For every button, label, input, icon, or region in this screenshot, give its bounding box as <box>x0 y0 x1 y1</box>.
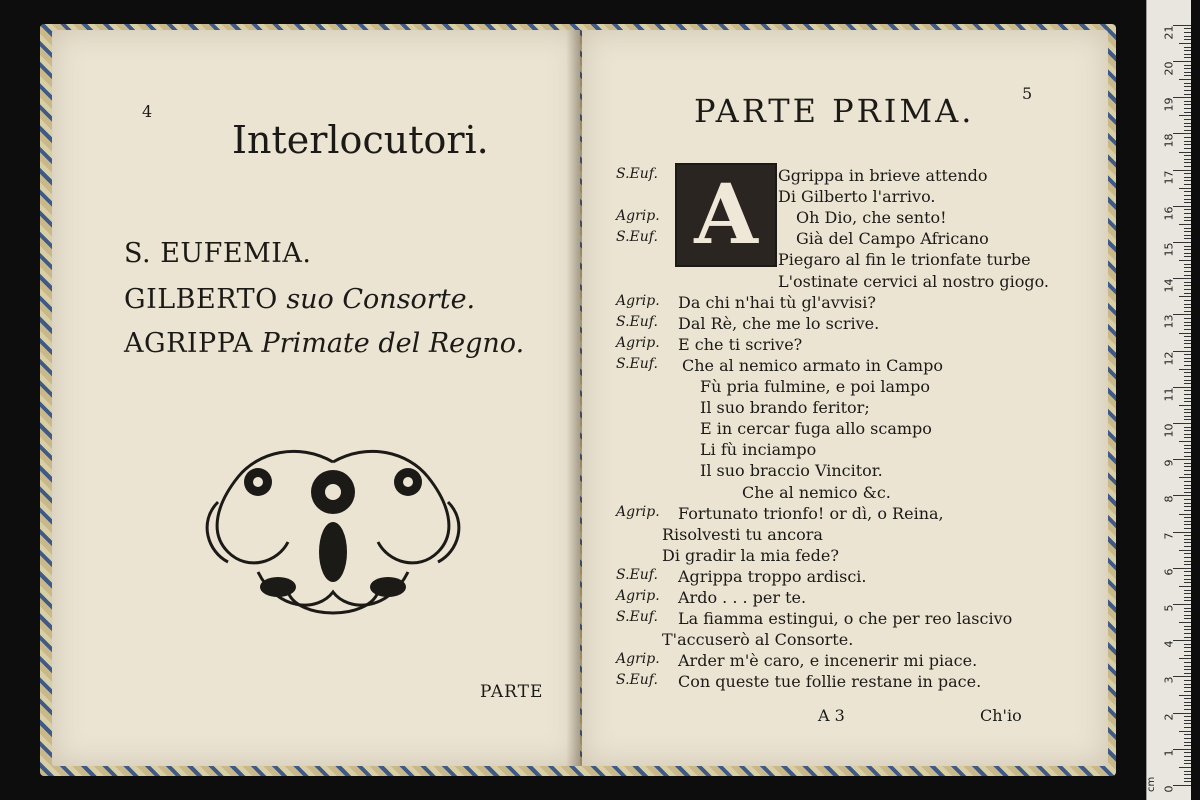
cast-entry <box>124 284 475 315</box>
ruler-tick <box>1184 267 1191 268</box>
speaker-label: Agrip. <box>616 334 660 351</box>
verse-text: Già del Campo Africano <box>796 229 989 249</box>
ruler-tick <box>1179 115 1191 116</box>
ruler-label: 0 <box>1162 785 1176 793</box>
ruler-label: 6 <box>1162 568 1176 576</box>
character-name: AGRIPPA <box>124 328 253 359</box>
ruler-tick <box>1184 557 1191 558</box>
ruler-tick <box>1184 524 1191 525</box>
ruler-tick <box>1184 104 1191 105</box>
ruler-label: 4 <box>1162 640 1176 648</box>
ruler-tick <box>1184 90 1191 91</box>
ruler-tick <box>1184 123 1191 124</box>
ruler-tick <box>1184 380 1191 381</box>
ruler-tick <box>1184 437 1191 438</box>
ruler-tick <box>1184 249 1191 250</box>
ruler-tick <box>1184 177 1191 178</box>
speaker-label: Agrip. <box>616 292 660 309</box>
ruler-label: 15 <box>1162 242 1176 257</box>
verse-text: Piegaro al fin le trionfate turbe <box>778 250 1031 270</box>
ruler-tick <box>1184 282 1191 283</box>
ruler-tick <box>1184 452 1191 453</box>
ruler-tick <box>1173 170 1191 171</box>
ruler-tick <box>1184 434 1191 435</box>
ruler-tick <box>1184 727 1191 728</box>
speaker-label: S.Euf. <box>616 566 658 583</box>
ruler-tick <box>1173 206 1191 207</box>
ruler-tick <box>1184 655 1191 656</box>
ruler-tick <box>1184 738 1191 739</box>
ruler-tick <box>1184 510 1191 511</box>
ruler-tick <box>1184 745 1191 746</box>
ruler-tick <box>1184 742 1191 743</box>
ruler-tick <box>1184 343 1191 344</box>
ruler-tick <box>1184 166 1191 167</box>
ruler-tick <box>1184 644 1191 645</box>
ruler-tick <box>1184 778 1191 779</box>
ruler-tick <box>1184 687 1191 688</box>
verse-text: T'accuserò al Consorte. <box>662 630 854 650</box>
right-page <box>582 30 1108 766</box>
ruler-tick <box>1173 459 1191 460</box>
drop-cap-letter: A <box>694 167 758 263</box>
ruler-tick <box>1184 300 1191 301</box>
ruler-tick <box>1173 423 1191 424</box>
ruler-tick <box>1184 546 1191 547</box>
ruler-tick <box>1184 539 1191 540</box>
ruler-tick <box>1184 231 1191 232</box>
ruler-tick <box>1184 28 1191 29</box>
ruler-tick <box>1173 785 1191 786</box>
ruler-tick <box>1179 586 1191 587</box>
ruler-label: 8 <box>1162 495 1176 503</box>
ruler-tick <box>1179 622 1191 623</box>
ruler-tick <box>1184 159 1191 160</box>
ruler-tick <box>1179 658 1191 659</box>
ruler-tick <box>1184 394 1191 395</box>
ruler-tick <box>1184 398 1191 399</box>
ruler-tick <box>1184 669 1191 670</box>
ruler-tick <box>1173 387 1191 388</box>
ruler-tick <box>1184 285 1191 286</box>
ruler-tick <box>1173 351 1191 352</box>
ruler-tick <box>1184 325 1191 326</box>
ruler-tick <box>1184 340 1191 341</box>
ruler-tick <box>1173 314 1191 315</box>
ruler-tick <box>1184 57 1191 58</box>
ruler-label: 10 <box>1162 423 1176 438</box>
ruler-tick <box>1184 723 1191 724</box>
ruler-tick <box>1179 188 1191 189</box>
ruler-tick <box>1179 79 1191 80</box>
ruler-tick <box>1179 695 1191 696</box>
ruler-tick <box>1184 173 1191 174</box>
ruler-label: 17 <box>1162 170 1176 185</box>
ruler-tick <box>1184 474 1191 475</box>
ruler-tick <box>1184 36 1191 37</box>
ruler-tick <box>1184 427 1191 428</box>
ruler-tick <box>1184 238 1191 239</box>
ruler-tick <box>1184 72 1191 73</box>
ruler-tick <box>1184 575 1191 576</box>
ruler-tick <box>1173 97 1191 98</box>
ruler-tick <box>1184 322 1191 323</box>
ruler-tick <box>1184 647 1191 648</box>
ruler-label: 19 <box>1162 97 1176 112</box>
speaker-label: S.Euf. <box>616 313 658 330</box>
ruler-tick <box>1184 65 1191 66</box>
ruler-tick <box>1184 383 1191 384</box>
verse-text: Oh Dio, che sento! <box>796 208 947 228</box>
ruler-tick <box>1184 608 1191 609</box>
ruler-tick <box>1184 271 1191 272</box>
verse-text: Di Gilberto l'arrivo. <box>778 187 936 207</box>
ruler-tick <box>1173 640 1191 641</box>
ruler-tick <box>1184 615 1191 616</box>
left-catchword: PARTE <box>480 682 544 702</box>
ruler-tick <box>1184 220 1191 221</box>
ruler-tick <box>1184 195 1191 196</box>
ruler-tick <box>1173 242 1191 243</box>
ruler-tick <box>1184 318 1191 319</box>
ruler-tick <box>1184 155 1191 156</box>
ruler-tick <box>1184 253 1191 254</box>
ruler-tick <box>1179 152 1191 153</box>
speaker-label: S.Euf. <box>616 355 658 372</box>
ruler-tick <box>1184 705 1191 706</box>
right-catchword: Ch'io <box>980 706 1022 725</box>
ruler-tick <box>1184 83 1191 84</box>
ruler-tick <box>1184 162 1191 163</box>
verse-text: Fù pria fulmine, e poi lampo <box>700 377 931 396</box>
ruler-tick <box>1184 101 1191 102</box>
ruler-tick <box>1184 217 1191 218</box>
ruler-tick <box>1179 333 1191 334</box>
ruler-tick <box>1184 264 1191 265</box>
ruler-tick <box>1184 752 1191 753</box>
ruler-tick <box>1184 329 1191 330</box>
ruler-label: 13 <box>1162 314 1176 329</box>
ruler-tick <box>1179 43 1191 44</box>
ruler-tick <box>1184 184 1191 185</box>
ruler-tick <box>1184 372 1191 373</box>
floral-ornament-icon <box>198 442 468 620</box>
ruler-label: 3 <box>1162 676 1176 684</box>
speaker-label: Agrip. <box>616 588 660 604</box>
ruler-tick <box>1184 419 1191 420</box>
ruler-tick <box>1184 148 1191 149</box>
ruler-label: 11 <box>1162 387 1176 402</box>
ruler-tick <box>1184 485 1191 486</box>
ruler-label: 5 <box>1162 604 1176 612</box>
ruler-tick <box>1184 571 1191 572</box>
ruler-tick <box>1184 409 1191 410</box>
ruler-tick <box>1184 709 1191 710</box>
ruler-tick <box>1184 119 1191 120</box>
ruler-tick <box>1184 180 1191 181</box>
verse-text: Da chi n'hai tù gl'avvisi? <box>678 292 876 312</box>
verse-text: Il suo brando feritor; <box>700 398 870 418</box>
ruler-tick <box>1184 590 1191 591</box>
ruler-tick <box>1184 361 1191 362</box>
left-page <box>52 30 580 766</box>
ruler-tick <box>1184 760 1191 761</box>
ruler-tick <box>1179 224 1191 225</box>
ruler-tick <box>1184 108 1191 109</box>
ruler-tick <box>1184 492 1191 493</box>
ruler-tick <box>1184 235 1191 236</box>
ruler-tick <box>1184 307 1191 308</box>
ruler-tick <box>1184 130 1191 131</box>
ruler-tick <box>1184 633 1191 634</box>
ruler-tick <box>1184 684 1191 685</box>
character-name: S. EUFEMIA. <box>124 238 312 269</box>
ruler-tick <box>1184 781 1191 782</box>
ruler-tick <box>1173 278 1191 279</box>
ruler-tick <box>1184 126 1191 127</box>
speaker-label: Agrip. <box>616 208 660 225</box>
signature-mark: A 3 <box>818 706 845 725</box>
speaker-label: S.Euf. <box>616 229 658 246</box>
ruler-tick <box>1184 503 1191 504</box>
ruler-tick <box>1184 112 1191 113</box>
speaker-label: Agrip. <box>616 503 660 520</box>
ruler-tick <box>1184 412 1191 413</box>
verse-text: Li fù inciampo <box>700 440 817 460</box>
ruler-tick <box>1184 39 1191 40</box>
ruler-tick <box>1179 731 1191 732</box>
ruler-tick <box>1184 756 1191 757</box>
speaker-label: S.Euf. <box>616 166 658 182</box>
ruler-tick <box>1184 528 1191 529</box>
ruler-tick <box>1179 550 1191 551</box>
ruler-tick <box>1184 542 1191 543</box>
left-page-number: 4 <box>142 102 153 121</box>
ruler-tick <box>1184 680 1191 681</box>
ruler-tick <box>1184 354 1191 355</box>
verse-text: L'ostinate cervici al nostro giogo. <box>778 271 1049 291</box>
speaker-label: S.Euf. <box>616 609 658 626</box>
ruler-label: 18 <box>1162 133 1176 148</box>
ruler-tick <box>1184 481 1191 482</box>
verse-text: Arder m'è caro, e incenerir mi piace. <box>678 651 978 671</box>
ruler-tick <box>1179 296 1191 297</box>
ruler-label: 21 <box>1162 25 1176 40</box>
speaker-label: Agrip. <box>616 651 660 668</box>
ruler-label: 12 <box>1162 351 1176 366</box>
cast-entry <box>124 238 312 269</box>
ruler-tick <box>1184 228 1191 229</box>
ruler-label: 9 <box>1162 459 1176 467</box>
verse-text: Fortunato trionfo! or dì, o Reina, <box>678 503 944 523</box>
ruler-tick <box>1184 141 1191 142</box>
ruler-tick <box>1184 246 1191 247</box>
ruler-tick <box>1179 369 1191 370</box>
ruler-tick <box>1184 275 1191 276</box>
ruler-tick <box>1179 477 1191 478</box>
verse-text: Che al nemico &c. <box>742 482 891 502</box>
ruler-tick <box>1184 202 1191 203</box>
ruler-tick <box>1184 774 1191 775</box>
character-name: GILBERTO <box>124 284 278 315</box>
ruler-tick <box>1184 499 1191 500</box>
verse-text: E che ti scrive? <box>678 334 803 354</box>
ruler-tick <box>1184 600 1191 601</box>
verse-text: Risolvesti tu ancora <box>662 524 823 544</box>
verse-text: Con queste tue follie restane in pace. <box>678 672 982 692</box>
ruler-tick <box>1173 61 1191 62</box>
ruler-tick <box>1184 336 1191 337</box>
ruler-tick <box>1184 213 1191 214</box>
ruler-tick <box>1184 734 1191 735</box>
ruler-tick <box>1184 488 1191 489</box>
ruler-tick <box>1173 568 1191 569</box>
right-page-number: 5 <box>1022 84 1033 103</box>
ruler-tick <box>1184 626 1191 627</box>
ruler-tick <box>1184 445 1191 446</box>
verse-text: E in cercar fuga allo scampo <box>700 419 932 439</box>
ruler-tick <box>1173 749 1191 750</box>
ruler-tick <box>1184 517 1191 518</box>
ruler-tick <box>1173 532 1191 533</box>
ruler-tick <box>1184 593 1191 594</box>
ruler-tick <box>1184 289 1191 290</box>
ruler-tick <box>1173 495 1191 496</box>
part-heading: PARTE PRIMA. <box>694 92 975 130</box>
ruler-tick <box>1179 405 1191 406</box>
ruler-tick <box>1184 771 1191 772</box>
ruler-tick <box>1184 430 1191 431</box>
ruler-tick <box>1184 691 1191 692</box>
ruler-tick <box>1184 561 1191 562</box>
ruler-tick <box>1184 448 1191 449</box>
ruler-tick <box>1184 456 1191 457</box>
ruler-tick <box>1184 720 1191 721</box>
cast-list-title: Interlocutori. <box>232 118 489 162</box>
ruler-tick <box>1184 376 1191 377</box>
ruler-tick <box>1173 604 1191 605</box>
ruler-tick <box>1184 702 1191 703</box>
ruler-tick <box>1184 416 1191 417</box>
ruler-tick <box>1173 133 1191 134</box>
ruler-tick <box>1184 564 1191 565</box>
verse-text: Dal Rè, che me lo scrive. <box>678 313 880 333</box>
ruler-tick <box>1184 629 1191 630</box>
verse-text: Il suo braccio Vincitor. <box>700 461 883 481</box>
ruler-tick <box>1184 463 1191 464</box>
ruler-tick <box>1179 514 1191 515</box>
ruler-tick <box>1184 54 1191 55</box>
ruler-tick <box>1184 304 1191 305</box>
ruler-tick <box>1184 365 1191 366</box>
ruler-tick <box>1184 50 1191 51</box>
verse-text: Ardo . . . per te. <box>678 588 807 607</box>
ruler-tick <box>1184 401 1191 402</box>
ruler-tick <box>1184 311 1191 312</box>
ruler-tick <box>1184 75 1191 76</box>
ruler-tick <box>1184 666 1191 667</box>
verse-text: Agrippa troppo ardisci. <box>678 566 867 586</box>
ruler-tick <box>1184 582 1191 583</box>
ruler-tick <box>1184 716 1191 717</box>
ruler-label: 14 <box>1162 278 1176 293</box>
ruler-tick <box>1184 358 1191 359</box>
cast-entry <box>124 328 524 359</box>
ruler-tick <box>1184 32 1191 33</box>
verse-text: Ggrippa in brieve attendo <box>778 166 988 185</box>
ruler-tick <box>1184 673 1191 674</box>
verse-text: Che al nemico armato in Campo <box>682 355 943 375</box>
ruler-tick <box>1184 651 1191 652</box>
ruler-tick <box>1184 611 1191 612</box>
ruler-tick <box>1184 347 1191 348</box>
ruler-tick <box>1179 260 1191 261</box>
decorated-initial <box>675 163 777 267</box>
ruler-tick <box>1173 25 1191 26</box>
character-role: suo Consorte. <box>286 284 476 315</box>
ruler-tick <box>1184 94 1191 95</box>
ruler-tick <box>1184 144 1191 145</box>
ruler-tick <box>1184 618 1191 619</box>
ruler-tick <box>1184 662 1191 663</box>
ruler-label: 16 <box>1162 206 1176 221</box>
ruler-tick <box>1184 470 1191 471</box>
ruler-tick <box>1173 676 1191 677</box>
verse-text: Di gradir la mia fede? <box>662 545 839 565</box>
ruler-tick <box>1184 47 1191 48</box>
ruler-tick <box>1184 68 1191 69</box>
verse-text: La fiamma estingui, o che per reo lascivo <box>678 609 1013 629</box>
ruler-tick <box>1184 86 1191 87</box>
character-role: Primate del Regno. <box>261 328 525 359</box>
ruler-tick <box>1184 579 1191 580</box>
ruler-tick <box>1184 199 1191 200</box>
speaker-label: S.Euf. <box>616 672 658 689</box>
ruler-label: 1 <box>1162 749 1176 757</box>
ruler-tick <box>1184 698 1191 699</box>
ruler-tick <box>1184 293 1191 294</box>
ruler-tick <box>1184 637 1191 638</box>
ruler-tick <box>1179 767 1191 768</box>
ruler-tick <box>1184 390 1191 391</box>
ruler-tick <box>1179 441 1191 442</box>
ruler-label: 2 <box>1162 713 1176 721</box>
ruler-tick <box>1184 191 1191 192</box>
ruler-tick <box>1184 763 1191 764</box>
ruler-tick <box>1184 137 1191 138</box>
ruler-tick <box>1184 209 1191 210</box>
ruler-tick <box>1184 521 1191 522</box>
ruler-label: 7 <box>1162 532 1176 540</box>
ruler-tick <box>1184 597 1191 598</box>
ruler-tick <box>1184 256 1191 257</box>
ruler-tick <box>1184 553 1191 554</box>
ruler-tick <box>1173 713 1191 714</box>
ruler-tick <box>1184 466 1191 467</box>
ruler-label: 20 <box>1162 61 1176 76</box>
ruler-unit: cm <box>1146 776 1157 792</box>
ruler-tick <box>1184 535 1191 536</box>
measurement-ruler <box>1146 0 1191 800</box>
ruler-tick <box>1184 506 1191 507</box>
